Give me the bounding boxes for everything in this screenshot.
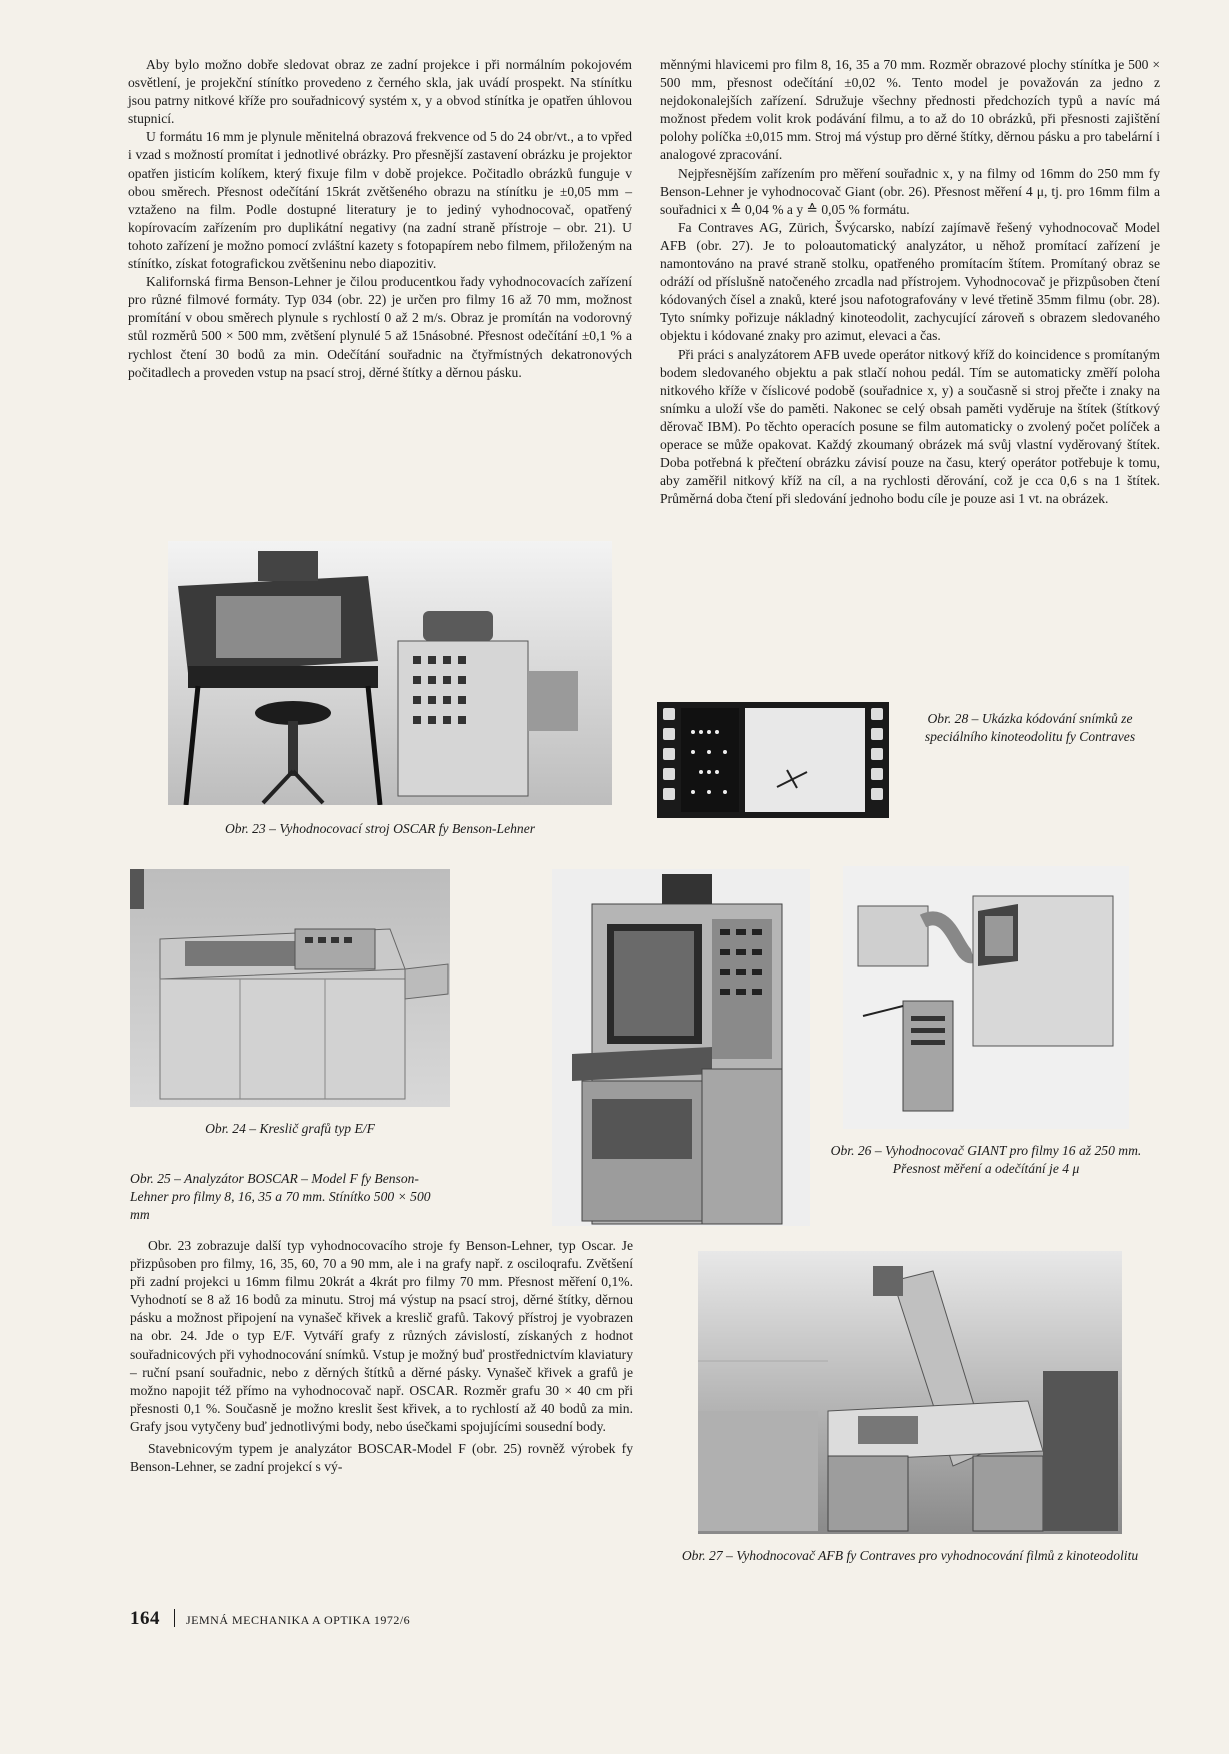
paragraph: Obr. 23 zobrazuje další typ vyhodnocovacího stroje fy Benson-Lehner, typ Oscar. Je přizpůsoben pro filmy, 16, 35, 60, 70 a 90 mm, ale i na grafy např. z osciloqrafu. Zvětšení při zadní projekci u 16mm filmu 20krát a 4krát pro filmy 70 mm. Přesnost měření 0,1%. Vyhodnotí se 8 až 16 bodů za minutu. Stroj má výstup na psací stroj, děrné štítky, děrnou pásku a možnost připojení na vynašeč křivek a kreslič grafů. Takový přístroj je vyobrazen na obr. 24. Jde o typ E/F. Vytváří grafy z různých závislostí, získaných z hodnot souřadnicových při vyhodnocování snímků. Vstup je možný buď prostřednictvím klaviatury – ruční psaní souřadnic, nebo z děrných štítků a děrné pásky. Vynašeč křivek a grafů je možno napojit též přímo na vyhodnocovač např. OSCAR. Rozměr grafu 30 × 40 cm při přesnosti 0,1 %. Současně je možno kreslit šest křivek, a to rychlostí až 40 bodů za min. Grafy jsou vytyčeny buď jednotlivými body, nebo úsečkami spojujícími sousední body. [130, 1238, 633, 1434]
page-number: 164 [130, 1608, 160, 1629]
footer-divider [174, 1609, 175, 1627]
page-footer [130, 1608, 410, 1630]
figure-26-photo [843, 866, 1129, 1129]
paragraph: Při práci s analyzátorem AFB uvede operátor nitkový kříž do koincidence s promítaným bodem sledovaného objektu a pak stlačí nohou pedál. Tím se automaticky změří poloha nitkového kříže v číslicové podobě (souřadnice x, y) a současně si stroj přečte i znaky na snímku a uloží vše do paměti. Nakonec se celý obsah paměti vyděruje na štítek (štítkový děrovač IBM). Po těchto operacích posune se film automaticky o zvolený počet políček a operace se může opakovat. Každý zkoumaný obrázek má svůj vlastní vyděrovaný štítek. Doba potřebná k přečtení obrázku závisí pouze na času, který operátor potřebuje k tomu, aby zaměřil nitkový kříž na cíl, a na rychlosti děrování, což je cca 0,6 s na 1 štítek. Průměrná doba čtení při sledování jednoho bodu cíle je pouze asi 1 vt. na obrázek. [660, 346, 1160, 507]
paragraph: Kalifornská firma Benson-Lehner je čilou producentkou řady vyhodnocovacích zařízení pro různé filmové formáty. Typ 034 (obr. 22) je určen pro filmy 16 až 70 mm, možnost promítání v obou směrech plynule s rychlostí 0 až 2 m/s. Obraz je promítán na vodorovný stůl rozměrů 500 × 500 mm, zvětšení plynulé 5 až 15násobné. Přesnost odečítání ±0,1 % a rychlost čtení 30 bodů za min. Odečítání souřadnic na čtyřmístných dekatronových počitadlech a proveden vstup na psací stroj, děrné štítky a děrnou pásku. [128, 274, 632, 380]
figure-26-caption: Obr. 26 – Vyhodnocovač GIANT pro filmy 16 až 250 mm. Přesnost měření a odečítání je 4 μ [830, 1143, 1142, 1176]
bottom-left-text [130, 1237, 633, 1476]
paragraph: Aby bylo možno dobře sledovat obraz ze zadní projekce i při normálním pokojovém osvětlení, je projekční stínítko provedeno z černého skla, jak uvádí prospekt. Na stínítku jsou patrny nitkové kříže pro souřadnicový systém x, y a obvod stínítka je opatřen úhlovou stupnicí. [128, 57, 632, 127]
figure-25-photo [552, 869, 810, 1226]
figure-28-caption: Obr. 28 – Ukázka kódování snímků ze speciálního kinoteodolitu fy Contraves [924, 711, 1136, 744]
right-column-text [660, 56, 1160, 508]
paragraph: Fa Contraves AG, Zürich, Švýcarsko, nabízí zajímavě řešený vyhodnocovač Model AFB (obr. 27). Je to poloautomatický analyzátor, u něhož promítací zařízení je namontováno na pravé straně stolku, opatřeného promítacím štítem. Promítaný obraz se odráží od příslušně natočeného zrcadla nad přístrojem. Vyhodnocovač je přizpůsoben čtení kódovaných čísel a znaků, které jsou nafotografovány v levé třetině 35mm filmu (obr. 28). Tyto snímky pořizuje nákladný kinoteodolit, zachycující zároveň s obrazem sledovaného objektu i kódované znaky pro azimut, elevaci a čas. [660, 219, 1160, 344]
paragraph: U formátu 16 mm je plynule měnitelná obrazová frekvence od 5 do 24 obr/vt., a to vpřed i vzad s možností promítat i jednotlivé obrázky. Pro přesnější zastavení obrázku je projektor opatřen jisticím kolíkem, který fixuje film v době projekce. Počitadlo obrázků funguje v obou směrech. Přesnost odečítání 15krát zvětšeného obrazu na stínítku je ±0,05 mm – vztaženo na film. Podle dostupné literatury je to jediný vyhodnocovač, opatřený kopírovacím zařízením pro duplikátní negativy (na zadní straně přístroje – obr. 21). U tohoto zařízení je možno pomocí zvláštní kazety s fotopapírem nebo filmem, přiloženým na stínítko, získat fotografickou zvětšeninu nebo diapozitiv. [128, 129, 632, 272]
paragraph: měnnými hlavicemi pro film 8, 16, 35 a 70 mm. Rozměr obrazové plochy stínítka je 500 × 500 mm, přesnost odečítání ±0,02 %. Tento model je považován za jedno z nejdokonalejších zařízení. Sdružuje všechny přednosti předchozích typů a navíc má možnost předem volit krok podávání filmu, a to až do 10 obrázků, při přesnosti zajištění polohy políčka ±0,015 mm. Stroj má výstup pro děrné štítky, děrnou pásku a pro tabelární i analogové zpracování. [660, 57, 1160, 163]
figure-24-photo [130, 869, 450, 1107]
figure-23-photo [168, 541, 612, 805]
figure-25-caption: Obr. 25 – Analyzátor BOSCAR – Model F fy Benson-Lehner pro filmy 8, 16, 35 a 70 mm. Stínítko 500 × 500 mm [130, 1171, 431, 1222]
figure-28-photo [657, 702, 889, 818]
figure-23-caption: Obr. 23 – Vyhodnocovací stroj OSCAR fy Benson-Lehner [224, 821, 536, 836]
figure-27-caption: Obr. 27 – Vyhodnocovač AFB fy Contraves pro vyhodnocování filmů z kinoteodolitu [681, 1548, 1139, 1563]
left-column-text [128, 56, 632, 382]
figure-24-caption: Obr. 24 – Kreslič grafů typ E/F [205, 1121, 375, 1136]
paragraph: Nejpřesnějším zařízením pro měření souřadnic x, y na filmy od 16mm do 250 mm fy Benson-Lehner je vyhodnocovač Giant (obr. 26). Přesnost měření 4 μ, tj. pro 16mm film a souřadnici x ≙ 0,04 % a y ≙ 0,05 % formátu. [660, 165, 1160, 217]
figure-27-photo [698, 1251, 1122, 1534]
paragraph: Stavebnicovým typem je analyzátor BOSCAR-Model F (obr. 25) rovněž výrobek fy Benson-Lehner, se zadní projekcí s vý- [130, 1441, 633, 1475]
journal-name: JEMNÁ MECHANIKA A OPTIKA 1972/6 [186, 1613, 411, 1627]
